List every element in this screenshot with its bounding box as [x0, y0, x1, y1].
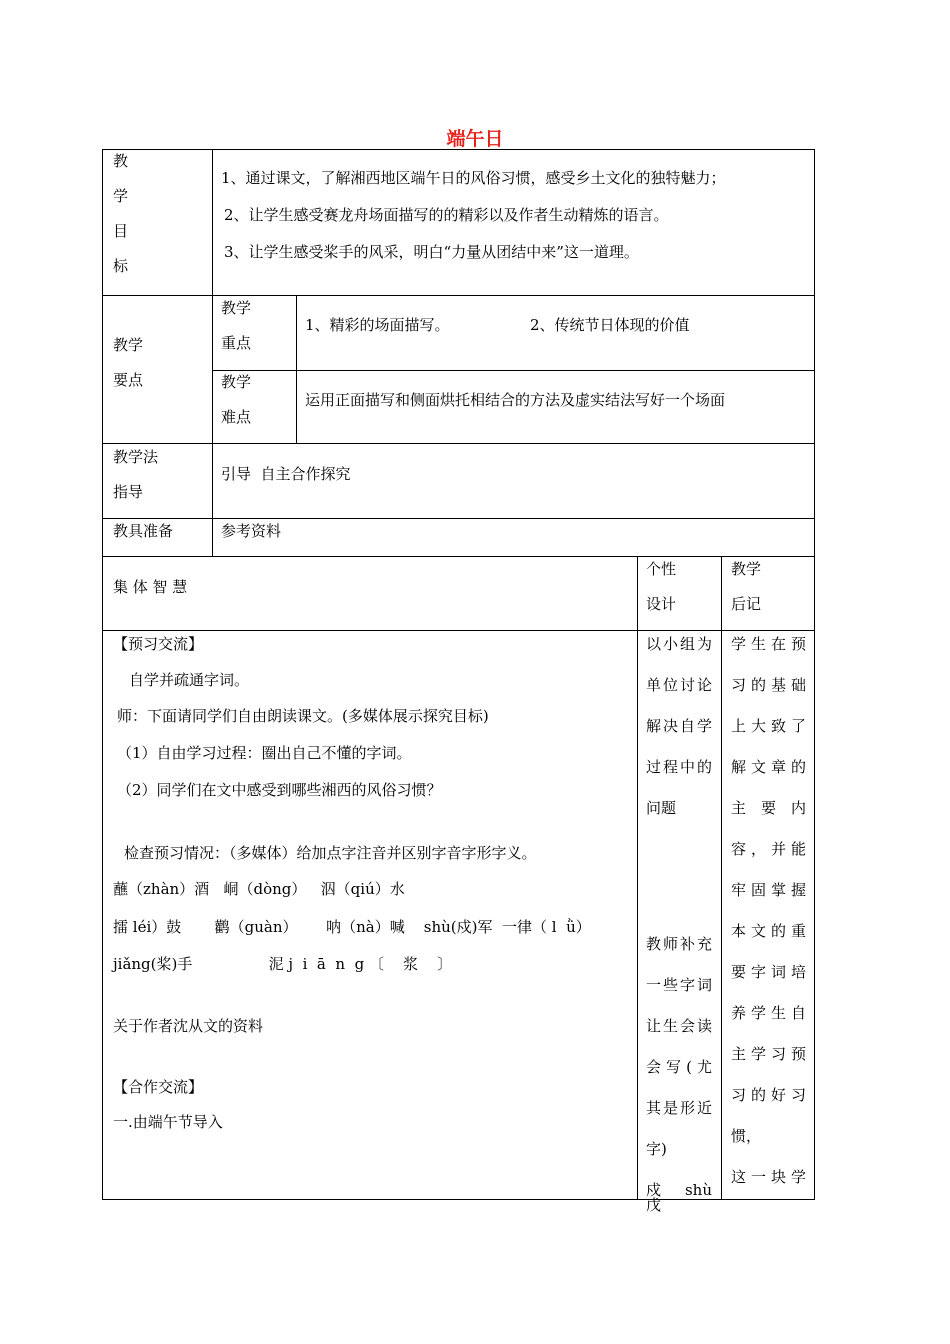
intro-text: 一.由端午节导入: [113, 1113, 223, 1131]
goal-item: 2、让学生感受赛龙舟场面描写的的精彩以及作者生动精炼的语言。: [224, 206, 669, 224]
goals-label-char: 教: [113, 152, 129, 170]
note-line: 让生会读: [646, 1017, 712, 1035]
method-label-line: 教学法: [113, 448, 159, 466]
afternote-line: 主 要 内: [731, 799, 806, 817]
pinyin-line: jiǎng(桨)手 泥 j i ā n g 〔 浆 〕: [113, 955, 453, 973]
row-divider: [103, 556, 814, 557]
preview-heading: 【预习交流】: [113, 635, 204, 653]
row-divider: [103, 295, 814, 296]
note-line: 问题: [646, 799, 677, 817]
pinyin-line: 擂 léi）鼓 鹳（guàn） 呐（nà）喊 shù(戍)军 一律（ l ǜ）: [113, 918, 591, 936]
tools-text: 参考资料: [221, 522, 282, 540]
collective-wisdom-header: 集 体 智 慧: [113, 578, 188, 596]
afternote-line: 这一块学: [731, 1168, 806, 1186]
note-line: 以小组为: [646, 635, 712, 653]
row-divider: [103, 518, 814, 519]
note-line: 教师补充: [646, 935, 712, 953]
focus-label: [221, 301, 251, 351]
header-line: 后记: [731, 595, 762, 613]
focus-label-line: 重点: [221, 334, 252, 352]
note-line: 过程中的: [646, 758, 712, 776]
self-study-text: 自学并疏通字词。: [129, 671, 250, 689]
keypoints-label-line: 要点: [113, 371, 144, 389]
header-line: 个性: [646, 560, 677, 578]
note-line: 字): [646, 1140, 667, 1158]
note-line: 戍 shù 戊: [646, 1181, 712, 1214]
header-line: 设计: [646, 595, 677, 613]
keypoints-label-line: 教学: [113, 336, 144, 354]
column-divider: [637, 556, 638, 1199]
afternote-line: 要字词培: [731, 963, 806, 981]
note-line: 会写(尤: [646, 1058, 712, 1076]
afternote-line: 惯，: [731, 1127, 762, 1145]
row-divider: [103, 443, 814, 444]
goal-item: 3、让学生感受桨手的风采，明白“力量从团结中来”这一道理。: [224, 243, 639, 261]
note-line: 单位讨论: [646, 676, 712, 694]
coop-heading: 【合作交流】: [113, 1078, 204, 1096]
afternote-line: 容，并能: [731, 840, 806, 858]
column-divider: [296, 295, 297, 443]
method-label-line: 指导: [113, 483, 144, 501]
afternote-line: 学生在预: [731, 635, 806, 653]
row-divider: [212, 370, 814, 371]
note-line: 解决自学: [646, 717, 712, 735]
personal-design-header: [646, 562, 676, 612]
afternote-line: 养学生自: [731, 1004, 806, 1022]
difficulty-label: [221, 375, 251, 425]
teacher-text: 师：下面请同学们自由朗读课文。(多媒体展示探究目标): [117, 707, 489, 725]
difficulty-label-line: 教学: [221, 373, 252, 391]
column-divider: [721, 556, 722, 1199]
difficulty-text: 运用正面描写和侧面烘托相结合的方法及虚实结法写好一个场面: [305, 391, 726, 409]
focus-item-2: 2、传统节日体现的价值: [530, 316, 690, 334]
afternote-line: 上大致了: [731, 717, 806, 735]
personal-notes-block-1: [646, 637, 712, 816]
goals-label: [113, 154, 128, 274]
afternotes-header: [731, 562, 761, 612]
method-text: 引导 自主合作探究: [221, 465, 351, 483]
row-divider: [103, 630, 814, 631]
check-text: 检查预习情况：（多媒体）给加点字注音并区别字音字形字义。: [124, 844, 537, 862]
focus-label-line: 教学: [221, 299, 252, 317]
pinyin-line: 蘸（zhàn）酒 峒（dòng） 泅（qiú）水: [113, 880, 405, 898]
afternote-line: 解文章的: [731, 758, 806, 776]
afternote-line: 牢固掌握: [731, 881, 806, 899]
step-2: （2）同学们在文中感受到哪些湘西的风俗习惯？: [117, 781, 442, 799]
afternote-line: 主学习预: [731, 1045, 806, 1063]
afternotes-text: [731, 637, 806, 1185]
afternote-line: 习的基础: [731, 676, 806, 694]
focus-item-1: 1、精彩的场面描写。: [305, 316, 450, 334]
goals-label-char: 目: [113, 222, 129, 240]
column-divider: [212, 150, 213, 556]
tools-label: 教具准备: [113, 522, 174, 540]
method-label: [113, 450, 158, 500]
goals-label-char: 标: [113, 257, 129, 275]
difficulty-label-line: 难点: [221, 408, 252, 426]
goals-label-char: 学: [113, 187, 129, 205]
afternote-line: 本文的重: [731, 922, 806, 940]
goal-item: 1、通过课文，了解湘西地区端午日的风俗习惯，感受乡土文化的独特魅力；: [221, 169, 726, 187]
header-line: 教学: [731, 560, 762, 578]
personal-notes-block-2: [646, 937, 712, 1213]
author-text: 关于作者沈从文的资料: [113, 1017, 264, 1035]
note-line: 其是形近: [646, 1099, 712, 1117]
page-title: 端午日: [446, 128, 504, 150]
afternote-line: 习的好习: [731, 1086, 806, 1104]
note-line: 一些字词: [646, 976, 712, 994]
step-1: （1）自由学习过程：圈出自己不懂的字词。: [117, 744, 412, 762]
keypoints-label: [113, 338, 143, 388]
